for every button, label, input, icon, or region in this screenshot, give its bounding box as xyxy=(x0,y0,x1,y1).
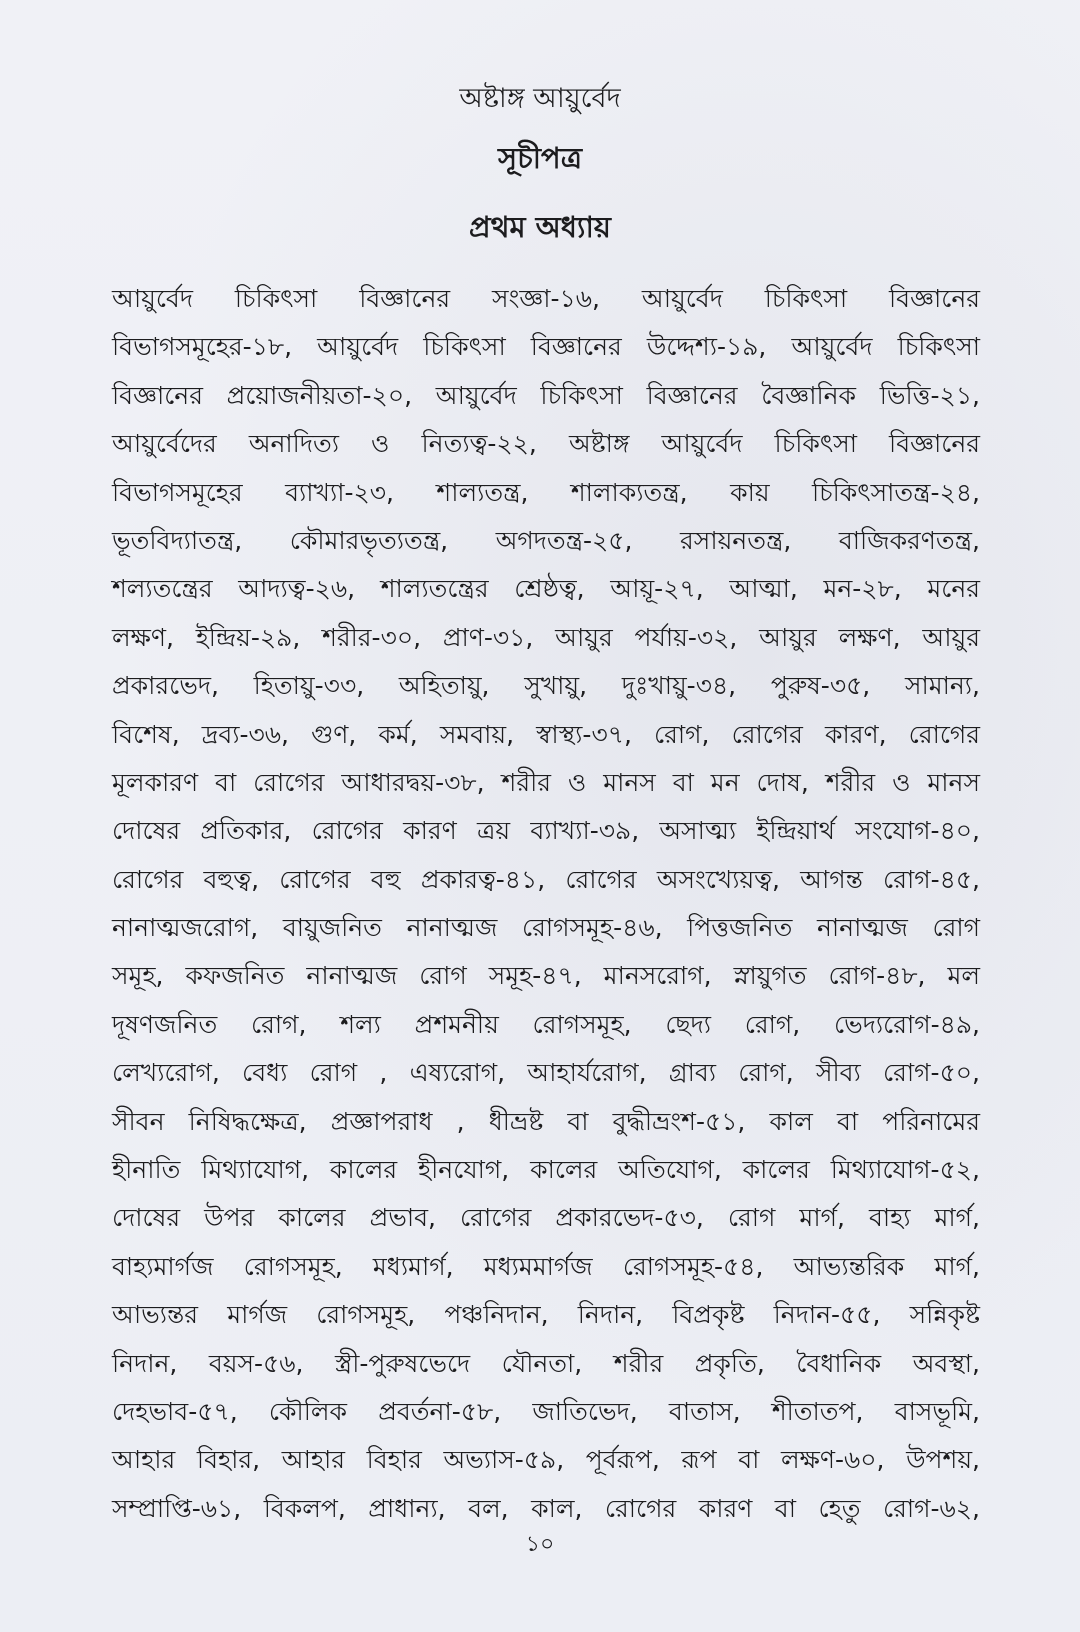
contents-line: নানাত্মজরোগ, বায়ুজনিত নানাত্মজ রোগসমূহ-৪৬, পিত্তজনিত নানাত্মজ রোগ xyxy=(112,913,980,943)
contents-line: ভূতবিদ্যাতন্ত্র, কৌমারভৃত্যতন্ত্র, অগদতন্ত্র-২৫, রসায়নতন্ত্র, বাজিকরণতন্ত্র, xyxy=(112,525,980,555)
contents-line: আয়ুর্বেদের অনাদিত্য ও নিত্যত্ব-২২, অষ্টাঙ্গ আয়ুর্বেদ চিকিৎসা বিজ্ঞানের xyxy=(112,429,980,459)
contents-line: দেহভাব-৫৭, কৌলিক প্রবর্তনা-৫৮, জাতিভেদ, বাতাস, শীতাতপ, বাসভূমি, xyxy=(112,1396,980,1426)
contents-line: সমূহ, কফজনিত নানাত্মজ রোগ সমূহ-৪৭, মানসরোগ, স্নায়ুগত রোগ-৪৮, মল xyxy=(112,961,980,991)
contents-line: বিভাগসমূহের ব্যাখ্যা-২৩, শাল্যতন্ত্র, শালাক্যতন্ত্র, কায় চিকিৎসাতন্ত্র-২৪, xyxy=(112,477,980,507)
contents-line: লেখ্যরোগ, বেধ্য রোগ , এষ্যরোগ, আহার্যরোগ, গ্রাব্য রোগ, সীব্য রোগ-৫০, xyxy=(112,1058,980,1088)
contents-line: দূষণজনিত রোগ, শল্য প্রশমনীয় রোগসমূহ, ছেদ্য রোগ, ভেদ্যরোগ-৪৯, xyxy=(112,1009,980,1039)
chapter-heading: প্রথম অধ্যায় xyxy=(469,210,611,244)
table-of-contents-heading: সূচীপত্র xyxy=(497,141,583,175)
contents-line: বিভাগসমূহের-১৮, আয়ুর্বেদ চিকিৎসা বিজ্ঞানের উদ্দেশ্য-১৯, আয়ুর্বেদ চিকিৎসা xyxy=(112,332,980,362)
contents-line: বিজ্ঞানের প্রয়োজনীয়তা-২০, আয়ুর্বেদ চিকিৎসা বিজ্ঞানের বৈজ্ঞানিক ভিত্তি-২১, xyxy=(112,380,980,410)
page-number: ১০ xyxy=(525,1532,555,1557)
contents-paragraph xyxy=(112,275,980,1533)
contents-line: শল্যতন্ত্রের আদ্যত্ব-২৬, শাল্যতন্ত্রের শ্রেষ্ঠত্ব, আয়ূ-২৭, আত্মা, মন-২৮, মনের xyxy=(112,574,980,604)
contents-line: সীবন নিষিদ্ধক্ষেত্র, প্রজ্ঞাপরাধ , ধীভ্রষ্ট বা বুদ্ধীভ্রংশ-৫১, কাল বা পরিনামের xyxy=(112,1106,980,1136)
contents-line: আভ্যন্তর মার্গজ রোগসমূহ, পঞ্চনিদান, নিদান, বিপ্রকৃষ্ট নিদান-৫৫, সন্নিকৃষ্ট xyxy=(112,1300,980,1330)
contents-line: লক্ষণ, ইন্দ্রিয়-২৯, শরীর-৩০, প্রাণ-৩১, আয়ুর পর্যায়-৩২, আয়ুর লক্ষণ, আয়ুর xyxy=(112,622,980,652)
contents-line: আয়ুর্বেদ চিকিৎসা বিজ্ঞানের সংজ্ঞা-১৬, আয়ুর্বেদ চিকিৎসা বিজ্ঞানের xyxy=(112,284,980,313)
contents-line: দোষের উপর কালের প্রভাব, রোগের প্রকারভেদ-৫৩, রোগ মার্গ, বাহ্য মার্গ, xyxy=(112,1203,980,1233)
contents-line: প্রকারভেদ, হিতায়ু-৩৩, অহিতায়ু, সুখায়ু, দুঃখায়ু-৩৪, পুরুষ-৩৫, সামান্য, xyxy=(112,671,980,701)
contents-line: সম্প্রাপ্তি-৬১, বিকলপ, প্রাধান্য, বল, কাল, রোগের কারণ বা হেতু রোগ-৬২, xyxy=(112,1493,980,1523)
book-title: অষ্টাঙ্গ আয়ুর্বেদ xyxy=(459,83,621,114)
contents-line: নিদান, বয়স-৫৬, স্ত্রী-পুরুষভেদে যৌনতা, শরীর প্রকৃতি, বৈধানিক অবস্থা, xyxy=(112,1348,980,1378)
contents-line: বাহ্যমার্গজ রোগসমূহ, মধ্যমার্গ, মধ্যমমার্গজ রোগসমূহ-৫৪, আভ্যন্তরিক মার্গ, xyxy=(112,1251,980,1281)
contents-line: বিশেষ, দ্রব্য-৩৬, গুণ, কর্ম, সমবায়, স্বাস্থ্য-৩৭, রোগ, রোগের কারণ, রোগের xyxy=(112,719,980,749)
contents-line: রোগের বহুত্ব, রোগের বহু প্রকারত্ব-৪১, রোগের অসংখ্যেয়ত্ব, আগন্ত রোগ-৪৫, xyxy=(112,864,980,894)
contents-line: হীনাতি মিথ্যাযোগ, কালের হীনযোগ, কালের অতিযোগ, কালের মিথ্যাযোগ-৫২, xyxy=(112,1155,980,1185)
contents-line: আহার বিহার, আহার বিহার অভ্যাস-৫৯, পূর্বরূপ, রূপ বা লক্ষণ-৬০, উপশয়, xyxy=(112,1445,980,1475)
contents-line: দোষের প্রতিকার, রোগের কারণ ত্রয় ব্যাখ্যা-৩৯, অসাত্ম্য ইন্দ্রিয়ার্থ সংযোগ-৪০, xyxy=(112,816,980,846)
contents-line: মূলকারণ বা রোগের আধারদ্বয়-৩৮, শরীর ও মানস বা মন দোষ, শরীর ও মানস xyxy=(112,767,980,797)
